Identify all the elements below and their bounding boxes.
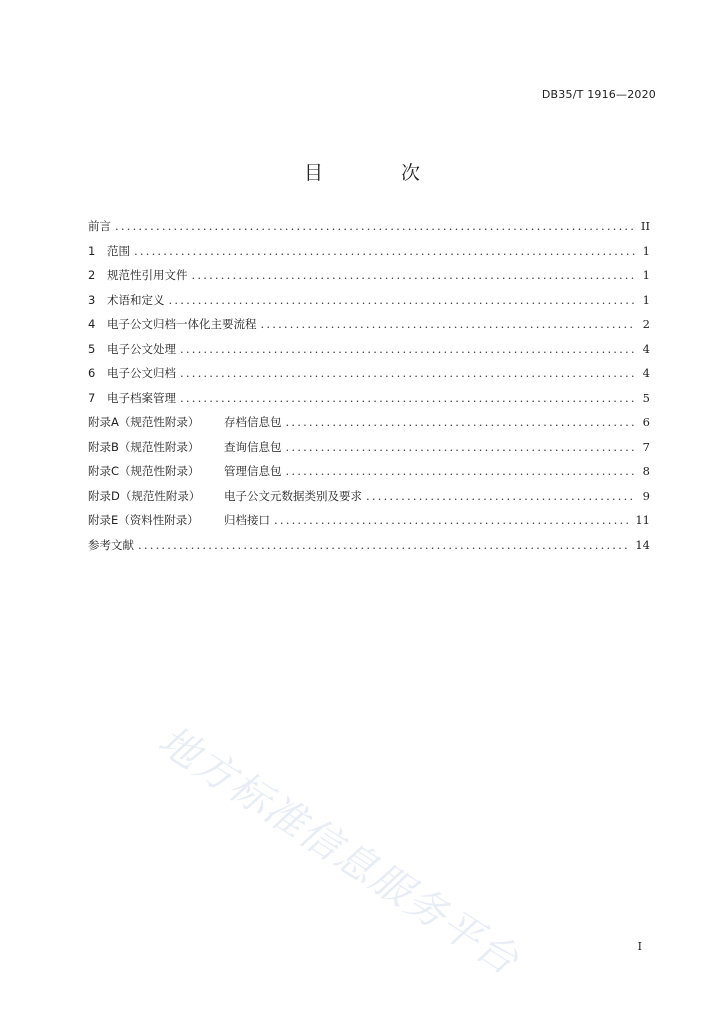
toc-leader-dots (192, 268, 637, 282)
toc-leader-dots (134, 244, 636, 258)
toc-leader-dots (286, 440, 637, 454)
toc-entry[interactable] (88, 218, 650, 243)
toc-entry[interactable] (88, 463, 650, 488)
toc-entry[interactable] (88, 390, 650, 415)
toc-entry-page: 4 (642, 366, 650, 380)
toc-annex-type: 附录E（资料性附录） (88, 513, 199, 527)
toc-entry-label: 归档接口 (224, 513, 270, 527)
page-number: I (637, 940, 642, 953)
toc-entry-number: 1 (88, 243, 96, 258)
toc-entry-label: 查询信息包 (224, 439, 282, 454)
toc-entry-page: 1 (642, 292, 650, 307)
toc-annex-type: 附录D（规范性附录） (88, 488, 201, 503)
toc-entry-page: 8 (642, 464, 650, 478)
toc-entry-page: 9 (642, 488, 650, 503)
toc-annex-type: 附录C（规范性附录） (88, 464, 200, 478)
toc-entry-label: 电子公文归档一体化主要流程 (107, 317, 257, 331)
toc-entry-label: 术语和定义 (107, 292, 165, 307)
toc-entry-page: 14 (635, 537, 650, 552)
toc-leader-dots (274, 513, 631, 527)
toc-entry[interactable] (88, 488, 650, 513)
toc-entry-number: 2 (88, 268, 96, 282)
toc-leader-dots (366, 489, 636, 503)
table-of-contents (88, 218, 650, 561)
toc-entry-label: 规范性引用文件 (107, 268, 188, 282)
toc-entry-page: 4 (642, 341, 650, 356)
toc-entry-number: 5 (88, 341, 96, 356)
watermark: 地方标准信息服务平台 (150, 717, 528, 985)
toc-entry-page: 11 (635, 513, 650, 527)
toc-annex-type: 附录B（规范性附录） (88, 439, 200, 454)
toc-entry-label: 管理信息包 (224, 464, 282, 478)
toc-entry[interactable] (88, 243, 650, 268)
toc-entry-number: 3 (88, 292, 96, 307)
toc-leader-dots (180, 366, 636, 380)
toc-entry-number: 4 (88, 317, 96, 331)
toc-leader-dots (286, 464, 637, 478)
toc-leader-dots (261, 317, 637, 331)
toc-entry-page: 1 (642, 243, 650, 258)
toc-leader-dots (180, 391, 636, 405)
toc-entry-page: 1 (642, 268, 650, 282)
toc-entry-page: 7 (642, 439, 650, 454)
toc-entry-number: 6 (88, 366, 96, 380)
toc-annex-type: 附录A（规范性附录） (88, 415, 200, 429)
toc-entry[interactable] (88, 341, 650, 366)
toc-entry-label: 存档信息包 (224, 415, 282, 429)
toc-entry-page: II (640, 219, 650, 233)
toc-entry-page: 5 (642, 390, 650, 405)
toc-leader-dots (115, 219, 636, 233)
toc-entry[interactable] (88, 316, 650, 341)
toc-entry[interactable] (88, 512, 650, 537)
toc-entry-page: 2 (642, 317, 650, 331)
toc-entry-label: 电子档案管理 (107, 390, 176, 405)
standard-code: DB35/T 1916—2020 (541, 88, 656, 101)
toc-entry-label: 范围 (107, 243, 130, 258)
toc-entry-label: 电子公文元数据类别及要求 (224, 488, 362, 503)
toc-leader-dots (180, 342, 636, 356)
toc-entry-page: 6 (642, 415, 650, 429)
toc-leader-dots (286, 415, 637, 429)
page-title: 目 次 (303, 162, 457, 184)
toc-entry[interactable] (88, 267, 650, 292)
toc-entry[interactable] (88, 414, 650, 439)
toc-entry[interactable] (88, 292, 650, 317)
toc-entry[interactable] (88, 537, 650, 562)
toc-entry-number: 7 (88, 390, 96, 405)
toc-entry[interactable] (88, 439, 650, 464)
toc-leader-dots (169, 293, 637, 307)
toc-entry-label: 电子公文归档 (107, 366, 176, 380)
toc-entry-label: 参考文献 (88, 537, 134, 552)
toc-entry[interactable] (88, 365, 650, 390)
toc-leader-dots (138, 538, 631, 552)
toc-entry-label: 电子公文处理 (107, 341, 176, 356)
toc-entry-label: 前言 (88, 219, 111, 233)
